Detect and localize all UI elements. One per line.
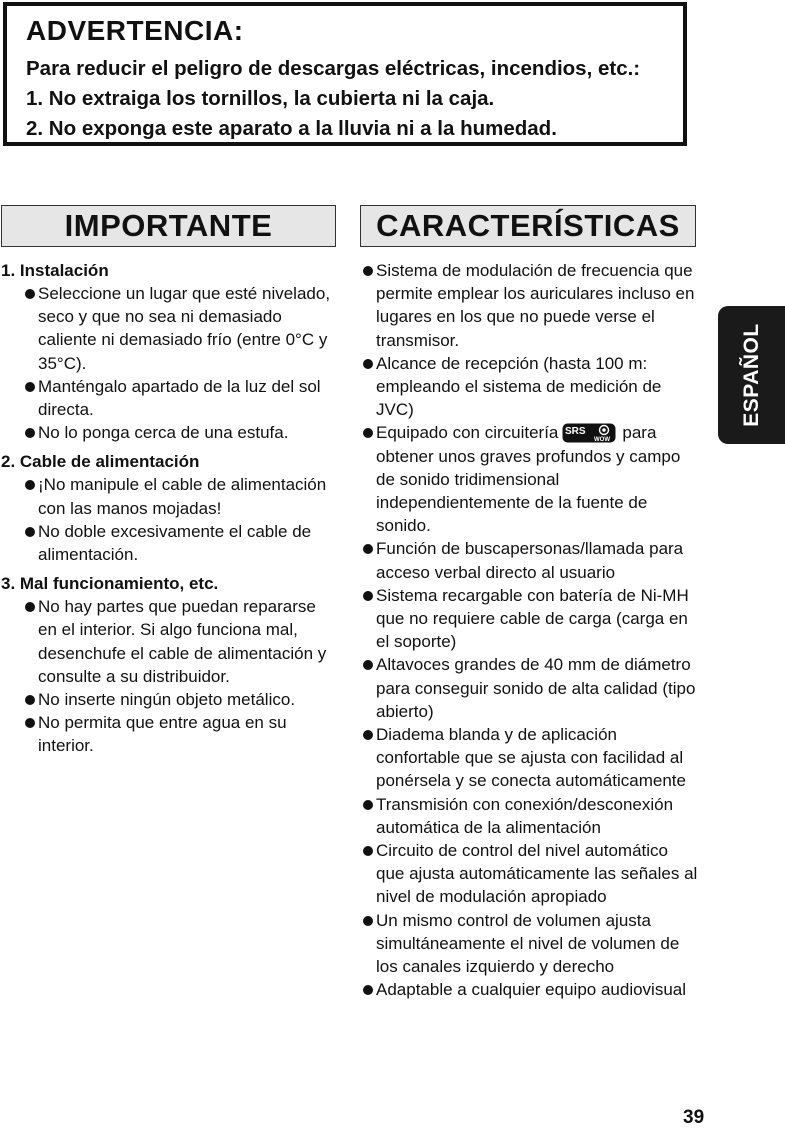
bullet-icon: [363, 428, 373, 438]
list-item-text: Función de buscapersonas/llamada para acceso verbal directo al usuario: [376, 539, 684, 582]
list-item: [361, 259, 701, 352]
list-item-srs: [361, 421, 701, 537]
list-item: [1, 282, 331, 375]
list-item: [361, 909, 701, 979]
list-item-text: Circuito de control del nivel automático que ajusta automáticamente las señales al nivel de modulación apropiado: [376, 841, 698, 907]
importante-header: IMPORTANTE: [1, 205, 336, 247]
list-item: [1, 375, 331, 421]
warning-line: Para reducir el peligro de descargas eléctricas, incendios, etc.:: [26, 57, 641, 80]
list-item-text: No hay partes que puedan repararse en el interior. Si algo funciona mal, desenchufe el cable de alimentación y consulte a su distribuidor.: [38, 597, 327, 686]
list-item: [1, 595, 331, 688]
caracteristicas-column: [361, 259, 701, 1002]
list-item-text: Sistema recargable con batería de Ni-MH que no requiere cable de carga (carga en el soporte): [376, 585, 689, 652]
list-item-text: Equipado con circuitería: [376, 423, 559, 443]
bullet-icon: [25, 428, 35, 438]
bullet-icon: [363, 544, 373, 554]
list-item: [361, 723, 701, 793]
list-item: [1, 688, 331, 711]
section-mal-funcionamiento: [1, 572, 331, 757]
list-item: [1, 473, 331, 519]
list-item: [361, 352, 701, 422]
bullet-icon: [363, 985, 373, 995]
list-item-text: para obtener unos graves profundos y campo de sonido tridimensional independientemente de la fuente de sonido.: [376, 423, 681, 536]
list-item-text: No permita que entre agua en su interior.: [38, 713, 287, 756]
list-item-text: No lo ponga cerca de una estufa.: [38, 423, 289, 443]
srs-logo-text: SRS: [565, 426, 586, 438]
list-item-text: No inserte ningún objeto metálico.: [38, 690, 296, 710]
list-item: [361, 584, 701, 654]
bullet-icon: [363, 916, 373, 926]
list-item-text: Seleccione un lugar que esté nivelado, seco y que no sea ni demasiado caliente ni demasiado frío (entre 0°C y 35°C).: [38, 284, 331, 373]
list-item: [1, 421, 331, 444]
bullet-icon: [25, 527, 35, 537]
warning-line: 2. No exponga este aparato a la lluvia ni a la humedad.: [26, 117, 557, 140]
bullet-icon: [25, 695, 35, 705]
bullet-icon: [363, 266, 373, 276]
list-item-text: Transmisión con conexión/desconexión automática de la alimentación: [376, 794, 674, 837]
list-item: [361, 839, 701, 909]
bullet-icon: [25, 718, 35, 728]
section-instalacion: [1, 259, 331, 444]
bullet-icon: [363, 660, 373, 670]
list-item: [361, 793, 701, 839]
list-item-text: No doble excesivamente el cable de alimentación.: [38, 521, 312, 565]
importante-column: [1, 259, 331, 764]
section-title: 3. Mal funcionamiento, etc.: [1, 574, 219, 594]
list-item-text: Altavoces grandes de 40 mm de diámetro para conseguir sonido de alta calidad (tipo abierto): [376, 655, 696, 721]
bullet-icon: [25, 289, 35, 299]
list-item-text: Un mismo control de volumen ajusta simultáneamente el nivel de volumen de los canales izquierdo y derecho: [376, 910, 680, 977]
list-item: [1, 711, 331, 757]
section-cable: [1, 450, 331, 566]
list-item: [1, 520, 331, 566]
bullet-icon: [363, 800, 373, 810]
section-title: 2. Cable de alimentación: [1, 452, 200, 472]
list-item-text: Sistema de modulación de frecuencia que permite emplear los auriculares incluso en lugares en los que no puede verse el transmisor.: [376, 261, 695, 350]
list-item: [361, 653, 701, 723]
list-item-text: Diadema blanda y de aplicación confortable que se ajusta con facilidad al ponérsela y se conecta automáticamente: [376, 725, 686, 791]
bullet-icon: [25, 602, 35, 612]
bullet-icon: [363, 730, 373, 740]
list-item-text: Alcance de recepción (hasta 100 m: empleando el sistema de medición de JVC): [376, 353, 662, 420]
bullet-icon: [363, 846, 373, 856]
warning-title: ADVERTENCIA:: [26, 15, 244, 46]
warning-line: 1. No extraiga los tornillos, la cubierta ni la caja.: [26, 87, 495, 110]
list-item: [361, 537, 701, 583]
list-item-text: ¡No manipule el cable de alimentación con las manos mojadas!: [38, 475, 327, 518]
bullet-icon: [363, 359, 373, 369]
language-tab: [718, 306, 785, 444]
bullet-icon: [363, 591, 373, 601]
list-item-text: Manténgalo apartado de la luz del sol directa.: [38, 376, 321, 420]
srs-logo-sub: WOW: [594, 437, 611, 444]
caracteristicas-header: CARACTERÍSTICAS: [360, 205, 696, 247]
list-item: [361, 978, 701, 1001]
srs-wow-logo-icon: [562, 423, 616, 443]
section-title: 1. Instalación: [1, 261, 109, 280]
language-tab-label: ESPAÑOL: [739, 323, 763, 427]
warning-box: [3, 2, 687, 146]
bullet-icon: [25, 480, 35, 490]
bullet-icon: [25, 382, 35, 392]
list-item-text: Adaptable a cualquier equipo audiovisual: [376, 980, 687, 1000]
page-number: 39: [683, 1107, 705, 1128]
